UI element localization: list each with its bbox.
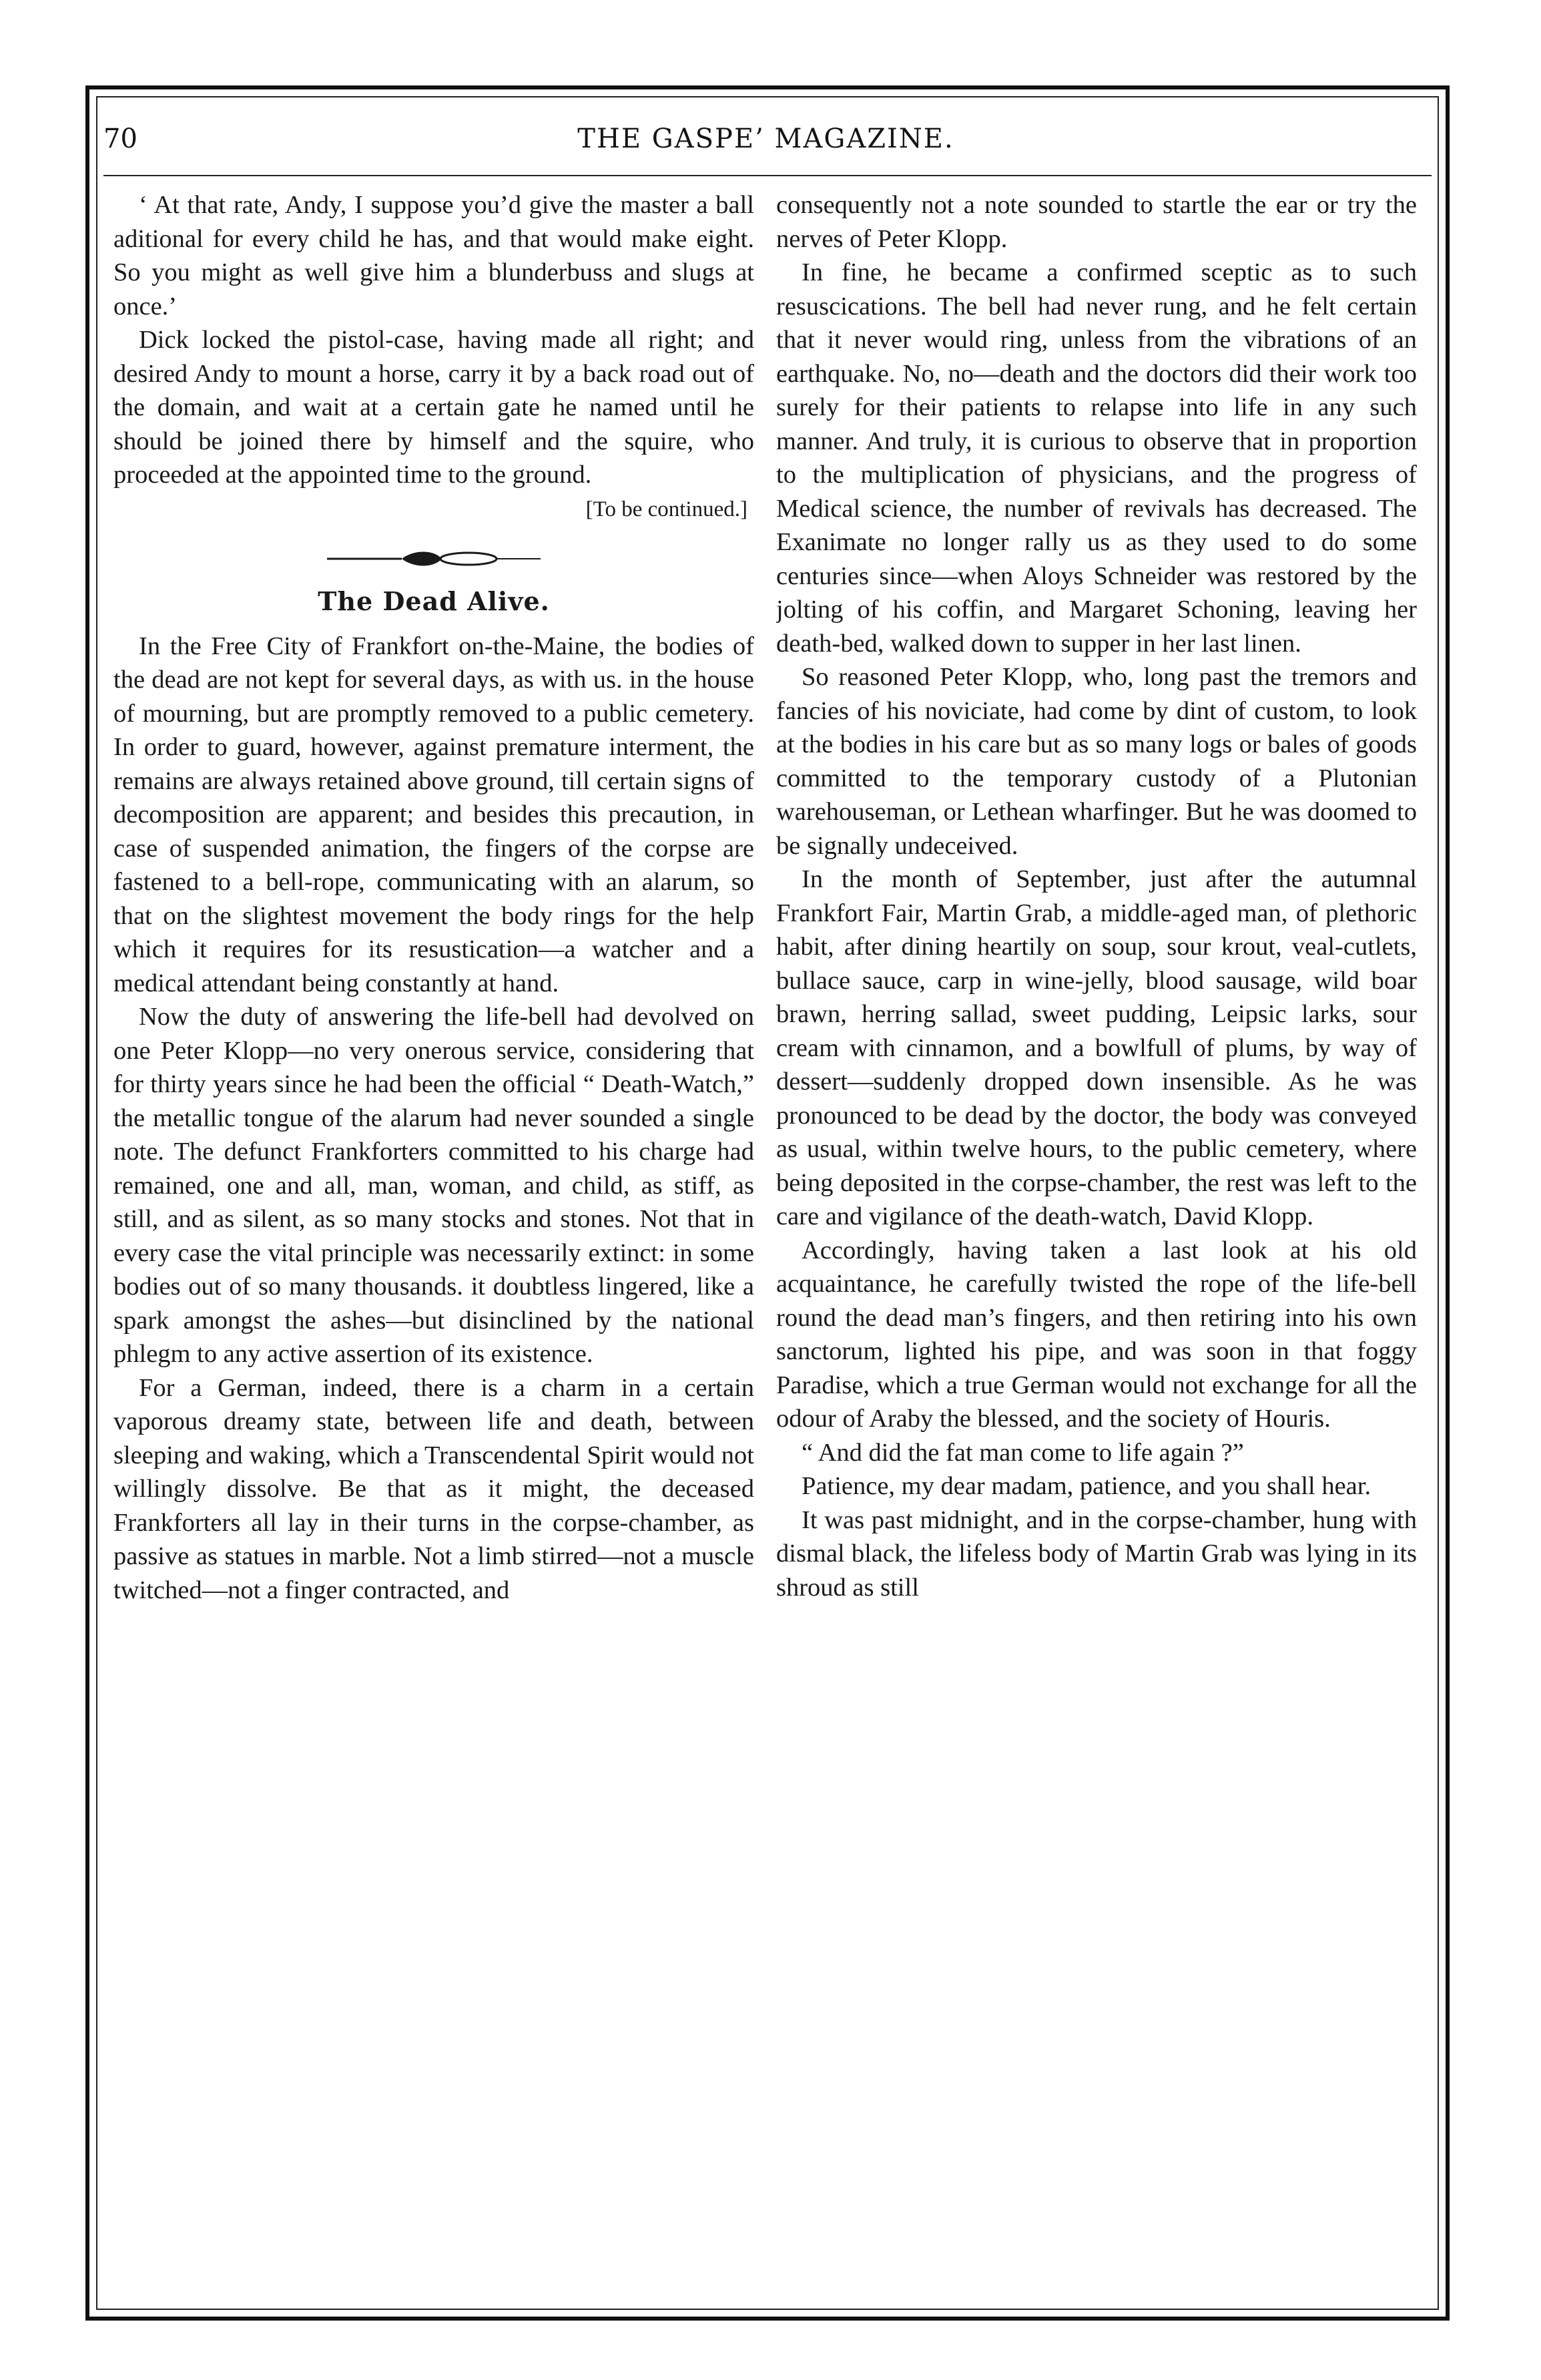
page-header (103, 119, 1428, 166)
paragraph: Accordingly, having taken a last look at his old acquaintance, he carefully twisted the rope of the life-bell round the dead man’s fingers, and then retiring into his own sanctorum, lighted his pipe, and was soon in that foggy Paradise, which a true German would not exchange for all the odour of Araby the blessed, and the society of Houris. (776, 1236, 1417, 1433)
paragraph: For a German, indeed, there is a charm in a certain vaporous dreamy state, between life and death, between sleeping and waking, which a Transcendental Spirit would not willingly dissolve. Be that as it might, the deceased Frankforters all lay in their turns in the corpse-chamber, as passive as statues in marble. Not a limb stirred—not a muscle twitched—not a finger contracted, and (113, 1373, 754, 1604)
right-column (776, 188, 1417, 2298)
paragraph: consequently not a note sounded to startle the ear or try the nerves of Peter Klopp. (776, 191, 1417, 253)
ornament-divider (327, 545, 541, 572)
running-title: THE GASPE’ MAGAZINE. (577, 124, 954, 154)
paragraph: So reasoned Peter Klopp, who, long past the tremors and fancies of his noviciate, had come by dint of custom, to look at the bodies in his care but as so many logs or bales of goods committed to the temporary custody of a Plutonian warehouseman, or Lethean wharfinger. But he was doomed to be signally undeceived. (776, 663, 1417, 860)
paragraph: “ And did the fat man come to life again ?” (802, 1438, 1244, 1467)
paragraph: Dick locked the pistol-case, having made all right; and desired Andy to mount a horse, carry it by a back road out of the domain, and wait at a certain gate he named until he should be joined there by himself and the squire, who proceeded at the appointed time to the ground. (113, 326, 754, 489)
page-number: 70 (103, 124, 137, 154)
paragraph: In fine, he became a confirmed sceptic as to such resuscications. The bell had never rung, and he felt certain that it never would ring, unless from the vibrations of an earthquake. No, no—death and the doctors did their work too surely for their patients to relapse into life in any such manner. And truly, it is curious to observe that in proportion to the multiplication of physicians, and the progress of Medical science, the number of revivals has decreased. The Exanimate no longer rally us as they used to do some centuries since—when Aloys Schneider was restored by the jolting of his coffin, and Margaret Schoning, leaving her death-bed, walked down to supper in her last linen. (776, 258, 1417, 658)
paragraph: It was past midnight, and in the corpse-chamber, hung with dismal black, the lifeless body of Martin Grab was lying in its shroud as still (776, 1505, 1417, 1602)
paragraph: In the month of September, just after the autumnal Frankfort Fair, Martin Grab, a middle-aged man, of plethoric habit, after dining heartily on soup, sour krout, veal-cutlets, bullace sauce, carp in wine-jelly, blood sausage, wild boar brawn, herring sallad, sweet pudding, Leipsic larks, sour cream with cinnamon, and a bowlfull of plums, by way of dessert—suddenly dropped down insensible. As he was pronounced to be dead by the doctor, the body was conveyed as usual, within twelve hours, to the public cemetery, where being deposited in the corpse-chamber, the rest was left to the care and vigilance of the death-watch, David Klopp. (776, 865, 1417, 1230)
paragraph: Patience, my dear madam, patience, and you shall hear. (802, 1472, 1371, 1500)
article-title: The Dead Alive. (318, 585, 550, 616)
continued-note: [To be continued.] (585, 497, 747, 521)
left-column (113, 188, 754, 2298)
header-rule (103, 175, 1432, 176)
paragraph: In the Free City of Frankfort on-the-Maine, the bodies of the dead are not kept for several days, as with us. in the house of mourning, but are promptly removed to a public cemetery. In order to guard, however, against premature interment, the remains are always retained above ground, till certain signs of decomposition are apparent; and besides this precaution, in case of suspended animation, the fingers of the corpse are fastened to a bell-rope, communicating with an alarum, so that on the slightest movement the body rings for the help which it requires for its resustication—a watcher and a medical attendant being constantly at hand. (113, 632, 754, 997)
paragraph: ‘ At that rate, Andy, I suppose you’d give the master a ball aditional for every child he has, and that would make eight. So you might as well give him a blunderbuss and slugs at once.’ (113, 191, 754, 320)
paragraph: Now the duty of answering the life-bell had devolved on one Peter Klopp—no very onerous service, considering that for thirty years since he had been the official “ Death-Watch,” the metallic tongue of the alarum had never sounded a single note. The defunct Frankforters committed to his charge had remained, one and all, man, woman, and child, as stiff, as still, and as silent, as so many stocks and stones. Not that in every case the vital principle was necessarily extinct: in some bodies out of so many thousands. it doubtless lingered, like a spark amongst the ashes—but disinclined by the national phlegm to any active assertion of its existence. (113, 1003, 754, 1368)
